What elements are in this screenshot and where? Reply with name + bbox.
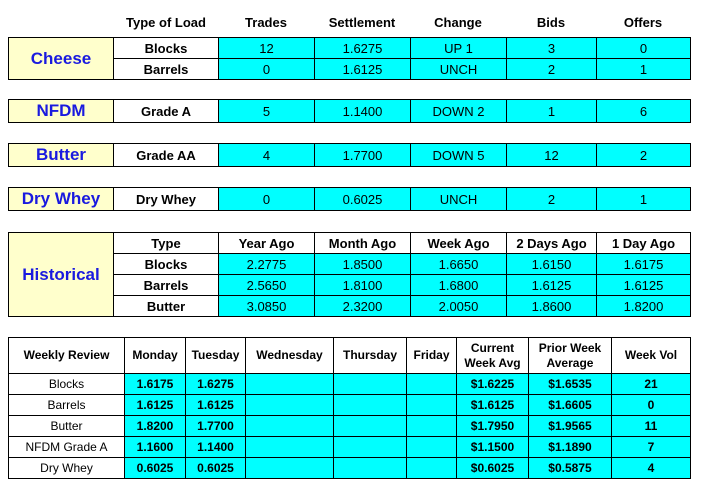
column-header: Monday xyxy=(125,338,186,374)
cell-settlement: 1.6275 xyxy=(315,38,411,59)
table-row xyxy=(9,437,691,458)
cell-bids: 2 xyxy=(507,59,597,80)
cell-value: 1.8500 xyxy=(315,254,411,275)
cell-tuesday: 1.1400 xyxy=(186,437,246,458)
cell-friday xyxy=(407,458,457,479)
cell-prior-week-avg: $1.6605 xyxy=(529,395,612,416)
table-row xyxy=(9,144,691,167)
table-row xyxy=(9,374,691,395)
cell-change: UNCH xyxy=(411,188,507,211)
cell-product: Dry Whey xyxy=(9,458,125,479)
cell-week-vol: 4 xyxy=(612,458,691,479)
weekly-review-table xyxy=(8,337,691,479)
cell-type: Butter xyxy=(114,296,219,317)
cell-value: 1.6650 xyxy=(411,254,507,275)
table-row xyxy=(9,416,691,437)
cell-value: 1.8200 xyxy=(597,296,691,317)
header-type-of-load: Type of Load xyxy=(126,15,206,30)
cell-offers: 2 xyxy=(597,144,691,167)
cell-wednesday xyxy=(246,458,334,479)
cell-current-week-avg: $1.1500 xyxy=(457,437,529,458)
cell-wednesday xyxy=(246,374,334,395)
cell-friday xyxy=(407,374,457,395)
cell-value: 2.3200 xyxy=(315,296,411,317)
cell-product: NFDM Grade A xyxy=(9,437,125,458)
cell-friday xyxy=(407,395,457,416)
cell-type: Blocks xyxy=(114,254,219,275)
cell-offers: 1 xyxy=(597,59,691,80)
cell-friday xyxy=(407,416,457,437)
nfdm-label: NFDM xyxy=(9,100,114,123)
cell-product: Barrels xyxy=(9,395,125,416)
table-row xyxy=(9,395,691,416)
cell-monday: 1.1600 xyxy=(125,437,186,458)
cell-current-week-avg: $1.6125 xyxy=(457,395,529,416)
cell-change: UNCH xyxy=(411,59,507,80)
cell-trades: 5 xyxy=(219,100,315,123)
header-trades: Trades xyxy=(245,15,287,30)
cell-current-week-avg: $1.7950 xyxy=(457,416,529,437)
cell-type: Dry Whey xyxy=(114,188,219,211)
cell-week-vol: 7 xyxy=(612,437,691,458)
cell-bids: 3 xyxy=(507,38,597,59)
column-header: Wednesday xyxy=(246,338,334,374)
cell-bids: 12 xyxy=(507,144,597,167)
cell-prior-week-avg: $1.1890 xyxy=(529,437,612,458)
nfdm-table xyxy=(8,99,691,123)
cell-thursday xyxy=(334,416,407,437)
header-settlement: Settlement xyxy=(328,15,396,30)
cell-prior-week-avg: $1.6535 xyxy=(529,374,612,395)
cell-value: 2.2775 xyxy=(219,254,315,275)
cheese-table xyxy=(8,37,691,80)
column-header: Thursday xyxy=(334,338,407,374)
cell-offers: 1 xyxy=(597,188,691,211)
cell-trades: 0 xyxy=(219,188,315,211)
header-change: Change xyxy=(434,15,482,30)
cell-value: 1.6125 xyxy=(597,275,691,296)
cell-bids: 2 xyxy=(507,188,597,211)
cell-change: UP 1 xyxy=(411,38,507,59)
cell-settlement: 1.7700 xyxy=(315,144,411,167)
cell-type: Barrels xyxy=(114,59,219,80)
cell-settlement: 0.6025 xyxy=(315,188,411,211)
cell-monday: 1.8200 xyxy=(125,416,186,437)
table-row xyxy=(9,100,691,123)
cell-friday xyxy=(407,437,457,458)
table-row xyxy=(9,188,691,211)
cell-thursday xyxy=(334,437,407,458)
cell-change: DOWN 2 xyxy=(411,100,507,123)
cell-value: 1.6800 xyxy=(411,275,507,296)
historical-table xyxy=(8,232,691,317)
cell-current-week-avg: $1.6225 xyxy=(457,374,529,395)
whey-table xyxy=(8,187,691,211)
historical-label: Historical xyxy=(9,233,114,317)
cell-trades: 12 xyxy=(219,38,315,59)
cell-type: Barrels xyxy=(114,275,219,296)
cell-monday: 1.6175 xyxy=(125,374,186,395)
cell-type: Blocks xyxy=(114,38,219,59)
cell-tuesday: 1.7700 xyxy=(186,416,246,437)
cell-change: DOWN 5 xyxy=(411,144,507,167)
cell-value: 2.5650 xyxy=(219,275,315,296)
butter-table xyxy=(8,143,691,167)
cell-wednesday xyxy=(246,395,334,416)
column-header: Current Week Avg xyxy=(457,338,529,374)
cell-trades: 4 xyxy=(219,144,315,167)
cell-trades: 0 xyxy=(219,59,315,80)
cell-monday: 0.6025 xyxy=(125,458,186,479)
column-header: Prior Week Average xyxy=(529,338,612,374)
cell-wednesday xyxy=(246,437,334,458)
column-header: Friday xyxy=(407,338,457,374)
column-header: Week Vol xyxy=(612,338,691,374)
table-row xyxy=(9,38,691,59)
table-header-row xyxy=(9,233,691,254)
cell-value: 2.0050 xyxy=(411,296,507,317)
cell-type: Grade AA xyxy=(114,144,219,167)
column-header: Tuesday xyxy=(186,338,246,374)
cell-week-vol: 21 xyxy=(612,374,691,395)
cell-thursday xyxy=(334,395,407,416)
cell-week-vol: 0 xyxy=(612,395,691,416)
cell-product: Butter xyxy=(9,416,125,437)
cell-value: 1.8600 xyxy=(507,296,597,317)
cell-offers: 6 xyxy=(597,100,691,123)
cell-current-week-avg: $0.6025 xyxy=(457,458,529,479)
cell-tuesday: 1.6275 xyxy=(186,374,246,395)
cell-product: Blocks xyxy=(9,374,125,395)
header-offers: Offers xyxy=(623,15,663,30)
cell-wednesday xyxy=(246,416,334,437)
cell-settlement: 1.1400 xyxy=(315,100,411,123)
header-bids: Bids xyxy=(536,15,566,30)
cell-prior-week-avg: $0.5875 xyxy=(529,458,612,479)
cell-offers: 0 xyxy=(597,38,691,59)
table-header-row xyxy=(9,338,691,374)
cell-thursday xyxy=(334,374,407,395)
column-header: Year Ago xyxy=(219,233,315,254)
column-header: Weekly Review xyxy=(9,338,125,374)
cell-value: 1.6125 xyxy=(507,275,597,296)
cell-bids: 1 xyxy=(507,100,597,123)
table-row xyxy=(9,458,691,479)
column-header: Type xyxy=(114,233,219,254)
column-header: Month Ago xyxy=(315,233,411,254)
cell-value: 1.8100 xyxy=(315,275,411,296)
cheese-label: Cheese xyxy=(9,38,114,80)
cell-week-vol: 11 xyxy=(612,416,691,437)
cell-tuesday: 0.6025 xyxy=(186,458,246,479)
cell-monday: 1.6125 xyxy=(125,395,186,416)
cell-value: 1.6175 xyxy=(597,254,691,275)
cell-value: 3.0850 xyxy=(219,296,315,317)
column-header: 2 Days Ago xyxy=(507,233,597,254)
cell-tuesday: 1.6125 xyxy=(186,395,246,416)
cell-settlement: 1.6125 xyxy=(315,59,411,80)
butter-label: Butter xyxy=(9,144,114,167)
column-header: 1 Day Ago xyxy=(597,233,691,254)
cell-type: Grade A xyxy=(114,100,219,123)
cell-thursday xyxy=(334,458,407,479)
cell-prior-week-avg: $1.9565 xyxy=(529,416,612,437)
whey-label: Dry Whey xyxy=(9,188,114,211)
column-header: Week Ago xyxy=(411,233,507,254)
cell-value: 1.6150 xyxy=(507,254,597,275)
